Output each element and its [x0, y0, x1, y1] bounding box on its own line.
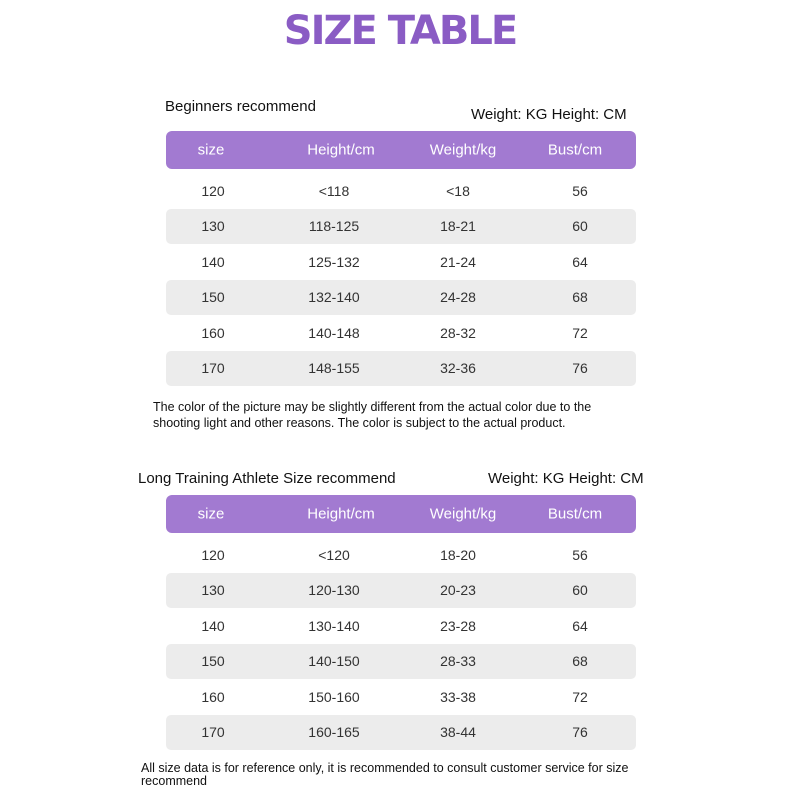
bust-cell: 76: [572, 360, 588, 377]
weight-cell: 20-23: [440, 582, 476, 599]
bust-cell: 56: [572, 182, 588, 199]
athlete-section-label: Long Training Athlete Size recommend: [138, 470, 396, 487]
table-row: [166, 244, 636, 280]
bust-cell: 76: [572, 724, 588, 741]
bust-cell: 56: [572, 546, 588, 563]
weight-cell: 32-36: [440, 360, 476, 377]
column-header-height: Height/cm: [307, 505, 375, 523]
height-cell: 130-140: [308, 617, 360, 634]
column-header-bust: Bust/cm: [547, 141, 603, 159]
bust-cell: 68: [572, 289, 588, 306]
height-cell: 140-148: [308, 324, 360, 341]
table-row: [166, 537, 636, 573]
weight-cell: 18-20: [440, 546, 476, 563]
color-disclaimer-note: The color of the picture may be slightly different from the actual color due to the shooting light and other reasons. The color is subject to the actual product.: [153, 400, 592, 430]
weight-cell: 28-33: [440, 653, 476, 670]
size-cell: 120: [201, 182, 225, 199]
weight-cell: 21-24: [440, 253, 476, 270]
weight-cell: 33-38: [440, 688, 476, 705]
size-cell: 140: [201, 617, 225, 634]
table-header: [166, 131, 636, 169]
table-row: [166, 315, 636, 351]
table-row: [166, 351, 636, 387]
bust-cell: 60: [572, 582, 588, 599]
size-cell: 170: [201, 724, 225, 741]
table-row: [166, 644, 636, 680]
height-cell: 140-150: [308, 653, 360, 670]
column-header-bust: Bust/cm: [547, 505, 603, 523]
weight-cell: 18-21: [440, 218, 476, 235]
height-cell: 132-140: [308, 289, 360, 306]
athlete-units-label: Weight: KG Height: CM: [488, 470, 644, 487]
reference-disclaimer-note: All size data is for reference only, it is recommended to consult customer service for size recommend: [141, 761, 629, 788]
height-cell: 120-130: [308, 582, 360, 599]
page-title: SIZE TABLE: [283, 8, 517, 54]
column-header-size: size: [197, 141, 225, 159]
table-header: [166, 495, 636, 533]
height-cell: 148-155: [308, 360, 360, 377]
beginners-size-table: [166, 131, 636, 386]
bust-cell: 64: [572, 253, 588, 270]
size-cell: 170: [201, 360, 225, 377]
height-cell: 118-125: [308, 218, 360, 235]
size-cell: 150: [201, 653, 225, 670]
height-cell: 125-132: [308, 253, 360, 270]
table-row: [166, 608, 636, 644]
column-header-size: size: [197, 505, 225, 523]
size-cell: 150: [201, 289, 225, 306]
weight-cell: 28-32: [440, 324, 476, 341]
weight-cell: 38-44: [440, 724, 476, 741]
size-cell: 120: [201, 546, 225, 563]
table-row: [166, 209, 636, 245]
table-row: [166, 715, 636, 751]
bust-cell: 60: [572, 218, 588, 235]
height-cell: 160-165: [308, 724, 360, 741]
table-row: [166, 280, 636, 316]
column-header-height: Height/cm: [307, 141, 375, 159]
height-cell: 150-160: [308, 688, 360, 705]
height-cell: <118: [318, 182, 350, 199]
column-header-weight: Weight/kg: [429, 505, 497, 523]
height-cell: <120: [318, 546, 350, 563]
bust-cell: 72: [572, 688, 588, 705]
table-row: [166, 173, 636, 209]
bust-cell: 72: [572, 324, 588, 341]
size-cell: 160: [201, 688, 225, 705]
beginners-section-label: Beginners recommend: [165, 98, 316, 115]
weight-cell: 24-28: [440, 289, 476, 306]
athlete-size-table: [166, 495, 636, 750]
bust-cell: 68: [572, 653, 588, 670]
size-cell: 130: [201, 218, 225, 235]
bust-cell: 64: [572, 617, 588, 634]
size-cell: 130: [201, 582, 225, 599]
table-row: [166, 679, 636, 715]
weight-cell: <18: [446, 182, 470, 199]
column-header-weight: Weight/kg: [429, 141, 497, 159]
beginners-units-label: Weight: KG Height: CM: [471, 106, 627, 123]
table-row: [166, 573, 636, 609]
size-cell: 140: [201, 253, 225, 270]
size-cell: 160: [201, 324, 225, 341]
weight-cell: 23-28: [440, 617, 476, 634]
